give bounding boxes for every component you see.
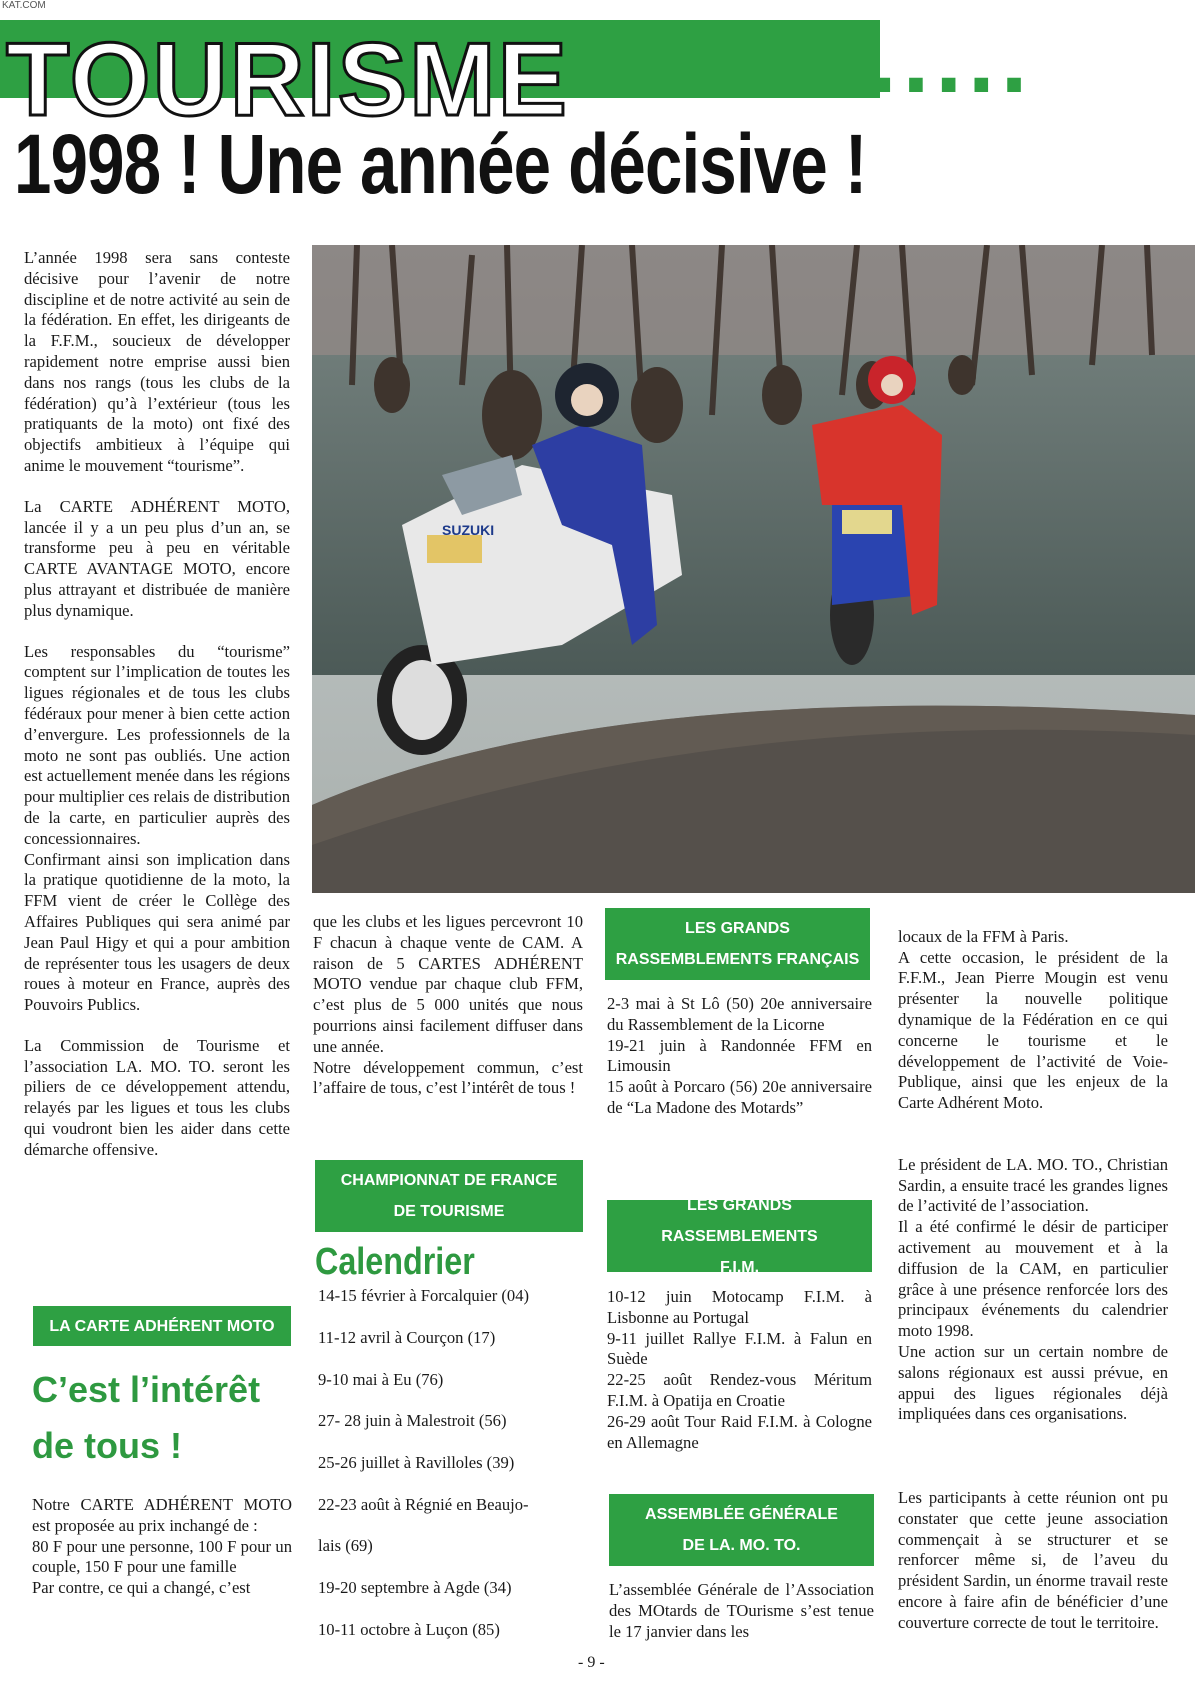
carte-adherent-label: LA CARTE ADHÉRENT MOTO bbox=[49, 1317, 275, 1335]
rassemblements-fim-text: 10-12 juin Motocamp F.I.M. à Lisbonne au Portugal 9-11 juillet Rallye F.I.M. à Falun en Suède 22-25 août Rendez-vous Méritum F.I.M. à Opatija en Croatie 26-29 août Tour Raid F.I.M. à Cologne en Allemagne bbox=[607, 1287, 872, 1452]
banner-dots: ..... bbox=[870, 6, 1034, 113]
calendar-item: 14-15 février à Forcalquier (04) bbox=[318, 1286, 530, 1305]
participants-paragraph: Les participants à cette réunion ont pu constater que cette jeune association commençait à se structurer et se renforcer même si, de l’aveu du président Sardin, un énorme travail reste encore à faire afin de bénéficier d’une couverture correcte de tout le territoire. bbox=[898, 1487, 1168, 1632]
calendar-item: 9-10 mai à Eu (76) bbox=[318, 1370, 444, 1389]
calendar-item: 19-20 septembre à Agde (34) bbox=[318, 1578, 512, 1597]
column-4 bbox=[898, 906, 1168, 1654]
calendar-item: 11-12 avril à Courçon (17) bbox=[318, 1328, 496, 1347]
calendar-item: 10-11 octobre à Luçon (85) bbox=[318, 1620, 500, 1639]
calendar-item: 27- 28 juin à Malestroit (56) bbox=[318, 1411, 507, 1430]
commission-paragraph: La Commission de Tourisme et l’association LA. MO. TO. seront les piliers de ce développement attendu, relayés par les ligues et tous les clubs qui voudront bien les aider dans cette démarche offensive. bbox=[24, 1035, 290, 1159]
banner-title: TOURISME bbox=[6, 22, 570, 138]
francais-box-line-1: LES GRANDS bbox=[685, 920, 790, 937]
assemblee-box-line-1: ASSEMBLÉE GÉNÉRALE bbox=[645, 1506, 838, 1523]
source-watermark: KAT.COM bbox=[2, 0, 46, 11]
calendar-list bbox=[318, 1286, 588, 1650]
president-paragraph: Le président de LA. MO. TO., Christian Sardin, a ensuite tracé les grandes lignes de l’activité de l’association. Il a été confirmé le désir de participer activement au mouvement et à la diffusion de la CAM, en particulier grâce à une présence renforcée lors des principaux événements du calendrier moto 1998. Une action sur un certain nombre de salons régionaux est aussi prévue, en appui des ligues régionales déjà impliquées dans ces organisations. bbox=[898, 1154, 1168, 1424]
rassemblements-francais-text: 2-3 mai à St Lô (50) 20e anniversaire du Rassemblement de la Licorne 19-21 juin à Randonnée FFM en Limousin 15 août à Porcaro (56) 20e anniversaire de “La Madone des Motards” bbox=[607, 994, 872, 1117]
championnat-box bbox=[315, 1160, 583, 1232]
assemblee-box-line-2: DE LA. MO. TO. bbox=[682, 1537, 801, 1554]
calendar-item: 25-26 juillet à Ravilloles (39) bbox=[318, 1453, 515, 1472]
calendar-item: lais (69) bbox=[318, 1536, 373, 1555]
price-list: 80 F pour une personne, 100 F pour un couple, 150 F pour une famille bbox=[32, 1536, 292, 1577]
cam-paragraph: que les clubs et les ligues percevront 10 F chacun à chaque vente de CAM. A raison de 5 CARTES ADHÉRENT MOTO vendue par chaque club FFM, c’est plus de 5 000 unités que nous pourrions ainsi facilement diffuser dans une année. bbox=[313, 912, 583, 1056]
carte-price-text bbox=[32, 1495, 292, 1599]
carte-paragraph: La CARTE ADHÉRENT MOTO, lancée il y a un peu plus d’un an, se transforme peu à peu en véritable CARTE AVANTAGE MOTO, encore plus attrayant et distribuée de manière plus dynamique. bbox=[24, 496, 290, 620]
carte-adherent-box bbox=[33, 1306, 291, 1346]
calendar-item: 22-23 août à Régnié en Beaujo- bbox=[318, 1495, 529, 1514]
rassemblements-francais-box bbox=[605, 908, 870, 980]
article-headline: 1998 ! Une année décisive ! bbox=[14, 117, 867, 211]
ffm-paragraph: Confirmant ainsi son implication dans la pratique quotidienne de la moto, la FFM vient de créer le Collège des Affaires Publiques qui sera animé par Jean Paul Higy et qui a pour ambition de représenter tous les usagers de deux roues à moteur en France, auprès des Pouvoirs Publics. bbox=[24, 849, 290, 1015]
interet-subhead bbox=[32, 1362, 260, 1474]
column-1 bbox=[24, 248, 290, 1181]
rassemblements-fim-box bbox=[607, 1196, 872, 1276]
page-number: - 9 - bbox=[578, 1654, 605, 1671]
price-intro: Notre CARTE ADHÉRENT MOTO est proposée au prix inchangé de : bbox=[32, 1495, 292, 1535]
assemblee-box bbox=[609, 1494, 874, 1566]
developpement-paragraph: Notre développement commun, c’est l’affaire de tous, c’est l’intérêt de tous ! bbox=[313, 1057, 583, 1098]
assemblee-text: L’assemblée Générale de l’Association des MOtards de TOurisme s’est tenue le 17 janvier dans les bbox=[609, 1580, 874, 1641]
intro-paragraph: L’année 1998 sera sans conteste décisive pour l’avenir de notre discipline et de notre activité au sein de la fédération. En effet, les dirigeants de la F.F.M., soucieux de développer rapidement notre emprise aussi bien dans nos rangs (tous les clubs de la fédération) qu’à l’extérieur (tous les pratiquants de la moto) ont fixé des objectifs ambitieux à l’équipe qui anime le mouvement “tourisme”. bbox=[24, 248, 290, 475]
championnat-line-2: DE TOURISME bbox=[393, 1203, 505, 1220]
price-change: Par contre, ce qui a changé, c’est bbox=[32, 1578, 251, 1598]
interet-subhead-line-1: C’est l’intérêt bbox=[32, 1369, 261, 1410]
interet-subhead-line-2: de tous ! bbox=[32, 1425, 182, 1466]
fim-box-line-1: LES GRANDS RASSEMBLEMENTS bbox=[661, 1196, 818, 1245]
bike-brand-left: SUZUKI bbox=[442, 522, 495, 538]
calendrier-title: Calendrier bbox=[315, 1241, 475, 1283]
championnat-line-1: CHAMPIONNAT DE FRANCE bbox=[340, 1172, 558, 1189]
motorcyclists-flood-illustration bbox=[312, 245, 1195, 893]
article-photo bbox=[312, 245, 1195, 893]
fim-box-line-2: F.I.M. bbox=[719, 1258, 760, 1276]
responsables-paragraph: Les responsables du “tourisme” comptent sur l’implication de toutes les ligues régionales et de tous les clubs fédéraux pour mener à bien cette action d’envergure. Les professionnels de la moto ne sont pas oubliés. Une action est actuellement menée dans les régions pour multiplier ces relais de distribution de la carte, en particulier auprès des concessionnaires. bbox=[24, 641, 290, 848]
section-banner bbox=[0, 20, 880, 138]
francais-box-line-2: RASSEMBLEMENTS FRANÇAIS bbox=[615, 951, 860, 968]
column-2 bbox=[313, 912, 583, 1099]
locaux-paragraph: locaux de la FFM à Paris. A cette occasion, le président de la F.F.M., Jean Pierre Mougin est venu présenter la nouvelle politique dynamique de la Fédération en ce qui concerne le tourisme et le développement de l’activité de Voie-Publique, ainsi que les enjeux de la Carte Adhérent Moto. bbox=[898, 926, 1168, 1113]
